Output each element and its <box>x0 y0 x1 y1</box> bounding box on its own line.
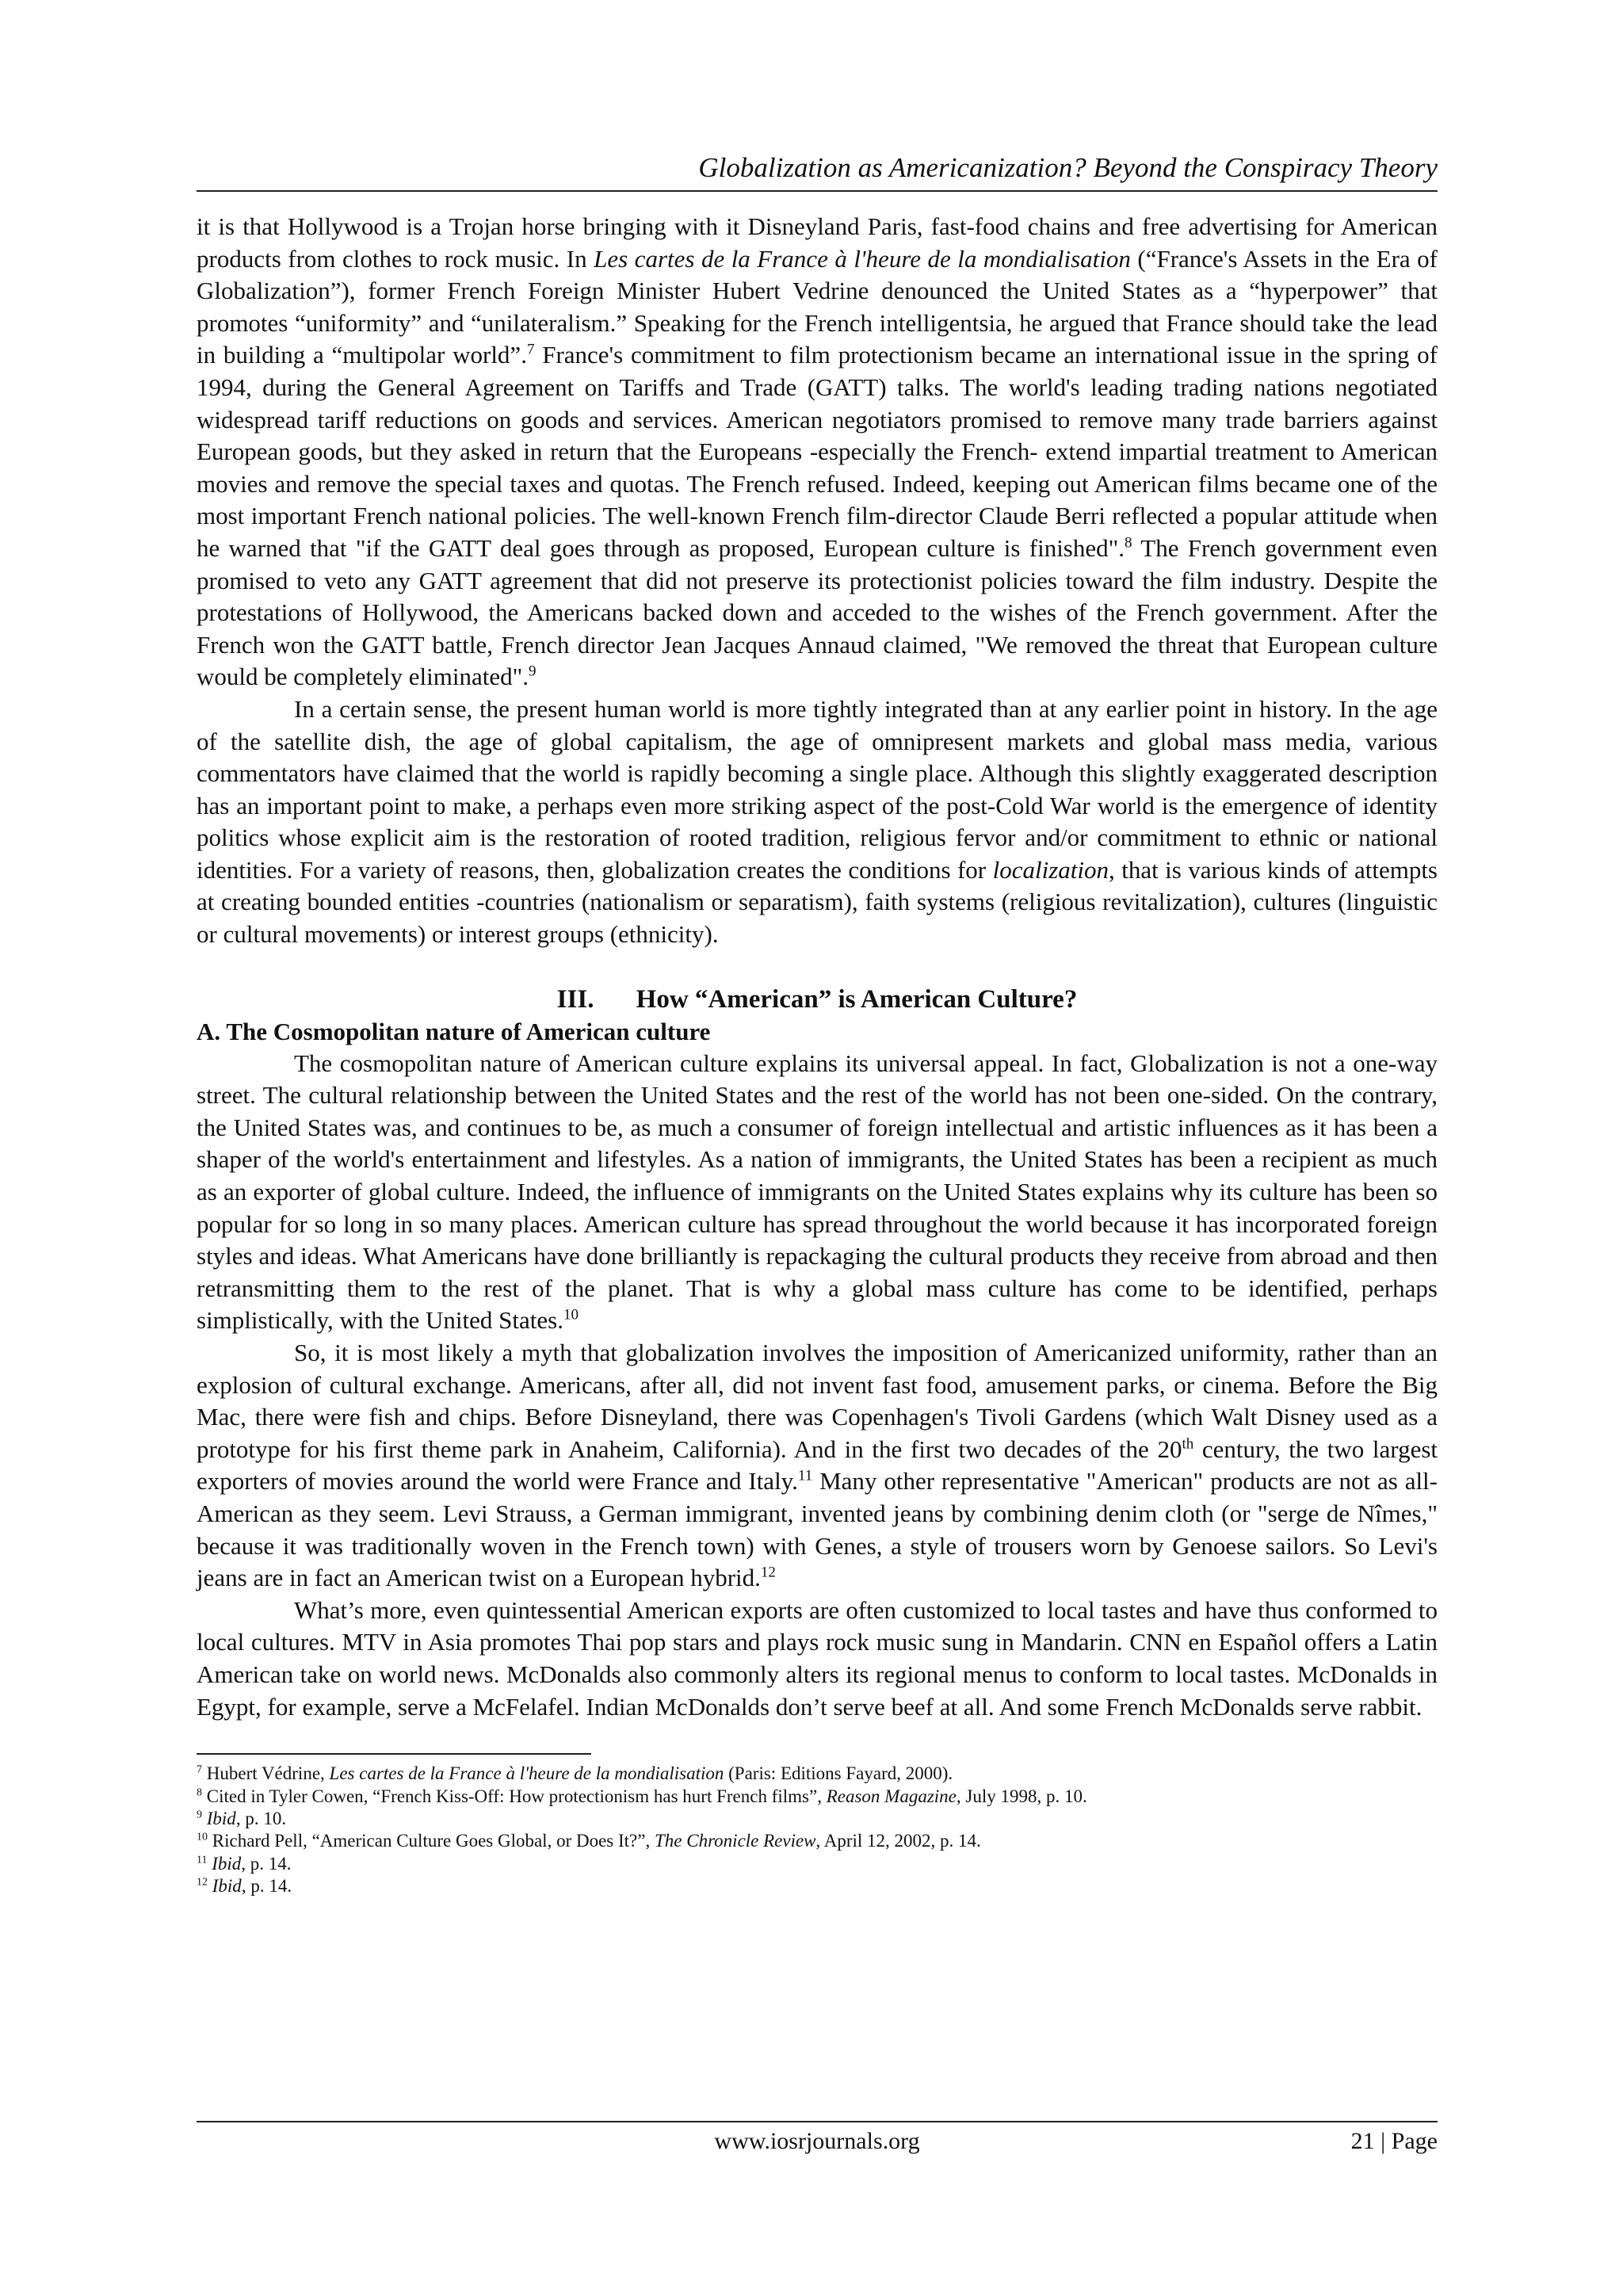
footnote-9 <box>197 1808 1438 1830</box>
text-run: (“France's Assets in the Era of Globalization”), former French Foreign Minister Hubert Vedrine denounced the United States as a “hyperpower” that promotes “uniformity” and “unilateralism.” Speaking for the French intelligentsia, he argued that France should take the lead in building a “multipolar world”. <box>197 244 1438 369</box>
text-run: The French government even promised to veto any GATT agreement that did not preserve its protectionist policies toward the film industry. Despite the protestations of Hollywood, the Americans backed down and acceded to the wishes of the French government. After the French won the GATT battle, French director Jean Jacques Annaud claimed, "We removed the threat that European culture would be completely eliminated". <box>197 533 1438 691</box>
footnote-text: Cited in Tyler Cowen, “French Kiss-Off: How protectionism has hurt French films”, <box>202 1786 827 1806</box>
page-number: 21 | Page <box>1350 2128 1438 2154</box>
footnote-ref-10[interactable]: 10 <box>563 1307 579 1324</box>
footnote-ref-9[interactable]: 9 <box>528 663 537 680</box>
section-title: How “American” is American Culture? <box>636 984 1078 1014</box>
footnote-italic: Ibid <box>212 1853 242 1874</box>
footnote-10 <box>197 1830 1438 1852</box>
footnote-italic: The Chronicle Review <box>654 1831 816 1851</box>
paragraph-3 <box>197 1048 1438 1337</box>
footnote-11 <box>197 1853 1438 1875</box>
text-run: In a certain sense, the present human world is more tightly integrated than at any earlier point in history. In the age of the satellite dish, the age of global capitalism, the age of omnipresent markets and global mass media, various commentators have claimed that the world is rapidly becoming a single place. Although this slightly exaggerated description has an important point to make, a perhaps even more striking aspect of the post-Cold War world is the emergence of identity politics whose explicit aim is the restoration of rooted tradition, religious fervor and/or commitment to ethnic or national identities. For a variety of reasons, then, globalization creates the conditions for <box>197 694 1438 884</box>
paragraph-1 <box>197 211 1438 693</box>
footnote-text: , p. 14. <box>241 1853 292 1874</box>
footnote-number: 9 <box>197 1809 202 1821</box>
footnote-text: Hubert Védrine, <box>202 1763 330 1784</box>
footnote-ref-8[interactable]: 8 <box>1125 534 1132 552</box>
section-number: III. <box>556 984 594 1014</box>
text-run: it is that Hollywood is a Trojan horse bringing with it Disneyland Paris, fast-food chains and free advertising for American products from clothes to rock music. In <box>197 212 1438 273</box>
footnote-number: 10 <box>197 1831 208 1843</box>
ordinal-suffix: th <box>1182 1435 1194 1453</box>
paragraph-4 <box>197 1337 1438 1595</box>
article-body <box>197 211 1438 1723</box>
text-run: Many other representative "American" products are not as all-American as they seem. Levi Strauss, a German immigrant, invented jeans by combining denim cloth (or "serge de Nîmes," because it was traditionally woven in the French town) with Genes, a style of trousers worn by Genoese sailors. So Levi's jeans are in fact an American twist on a European hybrid. <box>197 1467 1438 1592</box>
footnote-12 <box>197 1875 1438 1897</box>
footnote-text: (Paris: Editions Fayard, 2000). <box>724 1763 953 1784</box>
book-title-italic: Les cartes de la France à l'heure de la mondialisation <box>594 244 1131 273</box>
running-header: Globalization as Americanization? Beyond the Conspiracy Theory <box>197 151 1438 192</box>
footnote-divider <box>197 1753 591 1755</box>
footnote-number: 8 <box>197 1786 202 1798</box>
footnote-italic: Les cartes de la France à l'heure de la mondialisation <box>329 1763 724 1784</box>
text-run: century, the two largest exporters of movies around the world were France and Italy. <box>197 1435 1438 1496</box>
footnote-italic: Ibid <box>206 1808 236 1828</box>
emphasis-italic: localization <box>992 855 1109 884</box>
footnote-ref-7[interactable]: 7 <box>526 342 535 359</box>
section-heading <box>197 983 1438 1016</box>
footnote-number: 7 <box>197 1763 202 1776</box>
footnote-number: 12 <box>197 1876 208 1889</box>
footnote-text: , July 1998, p. 10. <box>956 1786 1087 1806</box>
footnote-text: , p. 14. <box>241 1876 292 1897</box>
footnotes <box>197 1763 1438 1897</box>
text-run: , that is various kinds of attempts at creating bounded entities -countries (nationalism or separatism), faith systems (religious revitalization), cultures (linguistic or cultural movements) or interest groups (ethnicity). <box>197 855 1438 949</box>
paragraph-2 <box>197 693 1438 951</box>
text-run: France's commitment to film protectionism became an international issue in the spring of 1994, during the General Agreement on Tariffs and Trade (GATT) talks. The world's leading trading nations negotiated widespread tariff reductions on goods and services. American negotiators promised to remove many trade barriers against European goods, but they asked in return that the Europeans -especially the French- extend impartial treatment to American movies and remove the special taxes and quotas. The French refused. Indeed, keeping out American films became one of the most important French national policies. The well-known French film-director Claude Berri reflected a popular attitude when he warned that "if the GATT deal goes through as proposed, European culture is finished". <box>197 341 1438 562</box>
footnote-text: Richard Pell, “American Culture Goes Global, or Does It?”, <box>208 1831 655 1851</box>
footnote-text: , p. 10. <box>235 1808 287 1828</box>
footnote-italic: Reason Magazine <box>826 1786 957 1806</box>
journal-website-link[interactable]: www.iosrjournals.org <box>714 2128 920 2154</box>
footnote-ref-12[interactable]: 12 <box>760 1564 776 1581</box>
footnote-text: , April 12, 2002, p. 14. <box>815 1831 981 1851</box>
text-run: So, it is most likely a myth that globalization involves the imposition of Americanized uniformity, rather than an explosion of cultural exchange. Americans, after all, did not invent fast food, amusement parks, or cinema. Before the Big Mac, there were fish and chips. Before Disneyland, there was Copenhagen's Tivoli Gardens (which Walt Disney used as a prototype for his first theme park in Anaheim, California). And in the first two decades of the 20 <box>197 1339 1438 1463</box>
footnote-8 <box>197 1786 1438 1808</box>
subsection-heading: A. The Cosmopolitan nature of American culture <box>197 1017 711 1045</box>
page-footer <box>197 2121 1438 2157</box>
footnote-7 <box>197 1763 1438 1785</box>
text-run: The cosmopolitan nature of American culture explains its universal appeal. In fact, Globalization is not a one-way street. The cultural relationship between the United States and the rest of the world has not been one-sided. On the contrary, the United States was, and continues to be, as much a consumer of foreign intellectual and artistic influences as it has been a shaper of the world's entertainment and lifestyles. As a nation of immigrants, the United States has been a recipient as much as an exporter of global culture. Indeed, the influence of immigrants on the United States explains why its culture has been so popular for so long in so many places. American culture has spread throughout the world because it has incorporated foreign styles and ideas. What Americans have done brilliantly is repackaging the cultural products they receive from abroad and then retransmitting them to the rest of the planet. That is why a global mass culture has come to be identified, perhaps simplistically, with the United States. <box>197 1049 1438 1335</box>
footnote-number: 11 <box>197 1854 208 1866</box>
paragraph-5: What’s more, even quintessential American exports are often customized to local tastes and have thus conformed to local cultures. MTV in Asia promotes Thai pop stars and plays rock music sung in Mandarin. CNN en Español offers a Latin American take on world news. McDonalds also commonly alters its regional menus to conform to local tastes. McDonalds in Egypt, for example, serve a McFelafel. Indian McDonalds don’t serve beef at all. And some French McDonalds serve rabbit. <box>197 1595 1438 1721</box>
footnote-italic: Ibid <box>212 1876 242 1897</box>
page <box>197 151 1438 1898</box>
footnote-ref-11[interactable]: 11 <box>797 1468 813 1485</box>
